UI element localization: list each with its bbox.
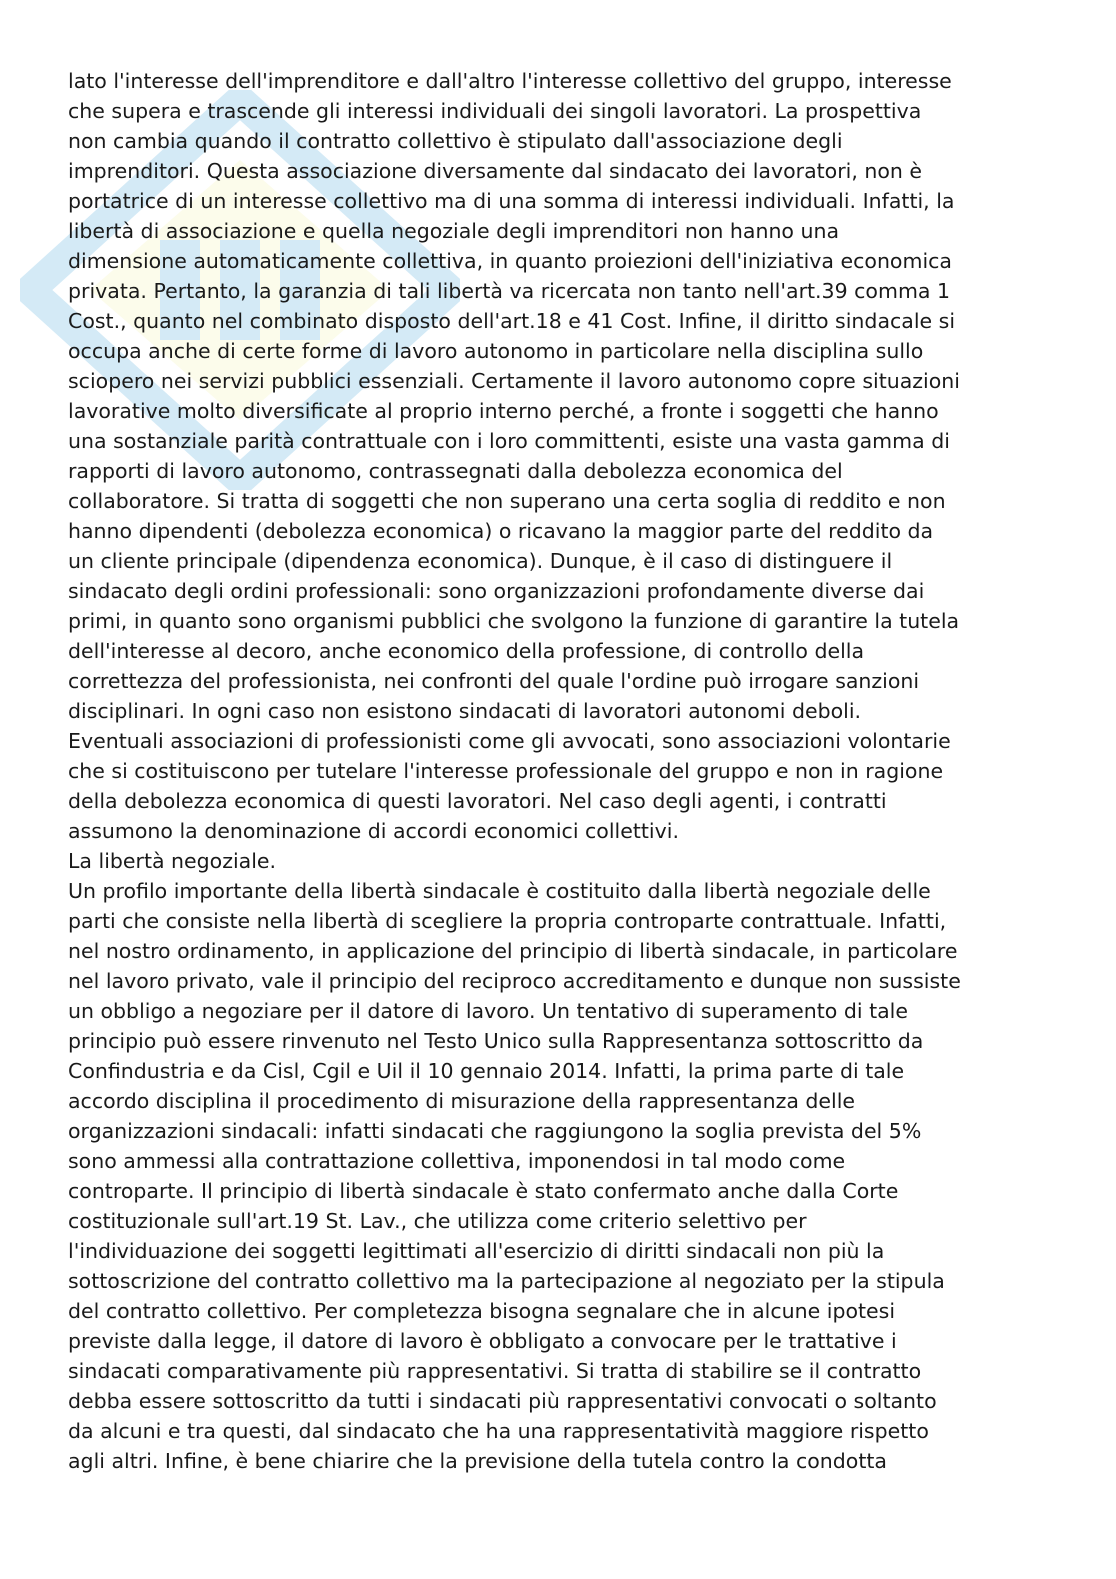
text-line: Confindustria e da Cisl, Cgil e Uil il 10 gennaio 2014. Infatti, la prima parte di tale xyxy=(68,1059,905,1083)
document-body xyxy=(68,66,1068,1476)
text-line: privata. Pertanto, la garanzia di tali libertà va ricercata non tanto nell'art.39 comma 1 xyxy=(68,279,951,303)
text-line: sindacati comparativamente più rappresentativi. Si tratta di stabilire se il contratto xyxy=(68,1359,922,1383)
text-line: una sostanziale parità contrattuale con i loro committenti, esiste una vasta gamma di xyxy=(68,429,950,453)
text-line: portatrice di un interesse collettivo ma di una somma di interessi individuali. Infatti, la xyxy=(68,189,955,213)
text-line: sciopero nei servizi pubblici essenziali. Certamente il lavoro autonomo copre situazioni xyxy=(68,369,960,393)
text-line: non cambia quando il contratto collettivo è stipulato dall'associazione degli xyxy=(68,129,843,153)
text-line: correttezza del professionista, nei confronti del quale l'ordine può irrogare sanzioni xyxy=(68,669,920,693)
text-line: Eventuali associazioni di professionisti come gli avvocati, sono associazioni volontarie xyxy=(68,729,951,753)
text-line: un cliente principale (dipendenza economica). Dunque, è il caso di distinguere il xyxy=(68,549,893,573)
text-line: accordo disciplina il procedimento di misurazione della rappresentanza delle xyxy=(68,1089,856,1113)
text-line: nel lavoro privato, vale il principio del reciproco accreditamento e dunque non sussiste xyxy=(68,969,961,993)
text-line: disciplinari. In ogni caso non esistono sindacati di lavoratori autonomi deboli. xyxy=(68,699,862,723)
text-line: costituzionale sull'art.19 St. Lav., che utilizza come criterio selettivo per xyxy=(68,1209,807,1233)
text-line: dell'interesse al decoro, anche economico della professione, di controllo della xyxy=(68,639,865,663)
text-line: Cost., quanto nel combinato disposto dell'art.18 e 41 Cost. Infine, il diritto sindacale si xyxy=(68,309,956,333)
text-line: hanno dipendenti (debolezza economica) o ricavano la maggior parte del reddito da xyxy=(68,519,934,543)
text-line: sono ammessi alla contrattazione collettiva, imponendosi in tal modo come xyxy=(68,1149,846,1173)
text-line: collaboratore. Si tratta di soggetti che non superano una certa soglia di reddito e non xyxy=(68,489,946,513)
text-line: l'individuazione dei soggetti legittimati all'esercizio di diritti sindacali non più la xyxy=(68,1239,885,1263)
text-line: sottoscrizione del contratto collettivo ma la partecipazione al negoziato per la stipula xyxy=(68,1269,945,1293)
text-line: nel nostro ordinamento, in applicazione del principio di libertà sindacale, in particolare xyxy=(68,939,958,963)
text-line: da alcuni e tra questi, dal sindacato che ha una rappresentatività maggiore rispetto xyxy=(68,1419,929,1443)
text-line: dimensione automaticamente collettiva, in quanto proiezioni dell'iniziativa economica xyxy=(68,249,952,273)
text-line: La libertà negoziale. xyxy=(68,849,277,873)
text-line: controparte. Il principio di libertà sindacale è stato confermato anche dalla Corte xyxy=(68,1179,899,1203)
text-line: della debolezza economica di questi lavoratori. Nel caso degli agenti, i contratti xyxy=(68,789,887,813)
text-line: sindacato degli ordini professionali: sono organizzazioni profondamente diverse dai xyxy=(68,579,925,603)
text-line: un obbligo a negoziare per il datore di lavoro. Un tentativo di superamento di tale xyxy=(68,999,908,1023)
text-line: principio può essere rinvenuto nel Testo Unico sulla Rappresentanza sottoscritto da xyxy=(68,1029,924,1053)
text-line: agli altri. Infine, è bene chiarire che la previsione della tutela contro la condotta xyxy=(68,1449,887,1473)
text-line: Un profilo importante della libertà sindacale è costituito dalla libertà negoziale delle xyxy=(68,879,931,903)
text-line: lavorative molto diversificate al proprio interno perché, a fronte i soggetti che hanno xyxy=(68,399,939,423)
text-line: previste dalla legge, il datore di lavoro è obbligato a convocare per le trattative i xyxy=(68,1329,897,1353)
text-line: debba essere sottoscritto da tutti i sindacati più rappresentativi convocati o soltanto xyxy=(68,1389,937,1413)
text-line: primi, in quanto sono organismi pubblici che svolgono la funzione di garantire la tutela xyxy=(68,609,960,633)
text-line: del contratto collettivo. Per completezza bisogna segnalare che in alcune ipotesi xyxy=(68,1299,896,1323)
text-line: imprenditori. Questa associazione diversamente dal sindacato dei lavoratori, non è xyxy=(68,159,923,183)
text-line: libertà di associazione e quella negoziale degli imprenditori non hanno una xyxy=(68,219,840,243)
text-line: occupa anche di certe forme di lavoro autonomo in particolare nella disciplina sullo xyxy=(68,339,924,363)
text-line: che si costituiscono per tutelare l'interesse professionale del gruppo e non in ragione xyxy=(68,759,944,783)
text-line: lato l'interesse dell'imprenditore e dall'altro l'interesse collettivo del gruppo, interesse xyxy=(68,69,952,93)
text-line: assumono la denominazione di accordi economici collettivi. xyxy=(68,819,679,843)
text-line: rapporti di lavoro autonomo, contrassegnati dalla debolezza economica del xyxy=(68,459,843,483)
text-line: organizzazioni sindacali: infatti sindacati che raggiungono la soglia prevista del 5% xyxy=(68,1119,922,1143)
text-line: parti che consiste nella libertà di scegliere la propria controparte contrattuale. Infatti, xyxy=(68,909,947,933)
text-line: che supera e trascende gli interessi individuali dei singoli lavoratori. La prospettiva xyxy=(68,99,922,123)
